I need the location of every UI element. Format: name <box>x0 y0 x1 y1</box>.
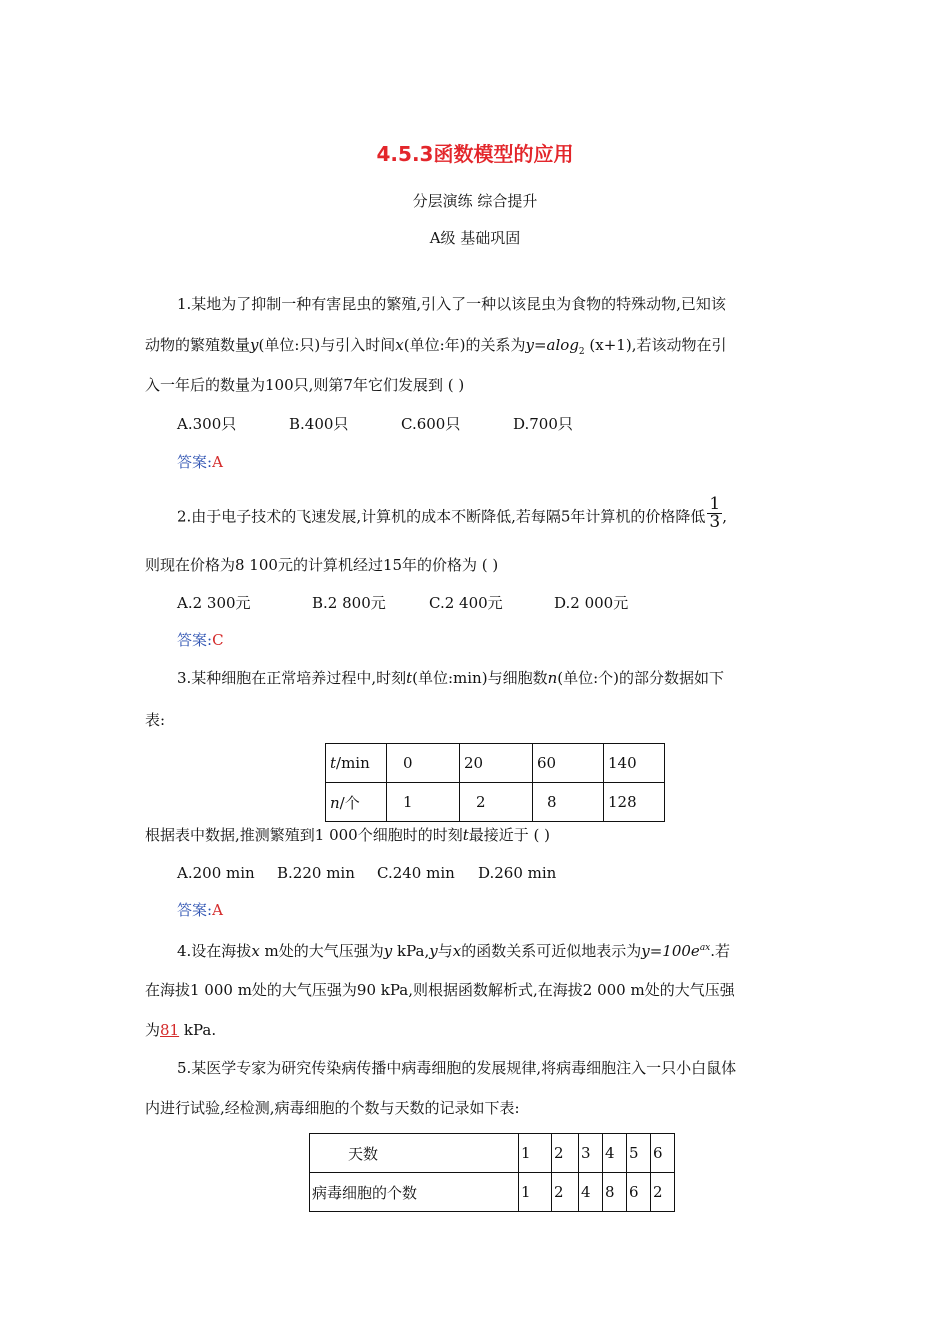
q2-option-c: C.2 400元 <box>429 594 503 612</box>
table-header-cell: t/min <box>326 744 387 783</box>
q4-formula: y=100e <box>641 942 700 960</box>
table-cell: 2 <box>651 1173 675 1212</box>
q4-answer: 81 <box>160 1021 180 1039</box>
section-subtitle: 分层演练 综合提升 <box>412 192 538 210</box>
q3-option-d: D.260 min <box>478 864 557 882</box>
q1-line2: 动物的繁殖数量y(单位:只)与引入时间x(单位:年)的关系为y=alog$_2$ (x+1),若该动物在引 <box>145 336 727 357</box>
table-cell: 1 <box>519 1134 552 1173</box>
table-cell: 2 <box>460 783 533 822</box>
q1-option-c: C.600只 <box>401 415 461 433</box>
table-cell: 8 <box>603 1173 627 1212</box>
q1-formula: y=alog <box>525 336 579 354</box>
table-row <box>310 1173 675 1212</box>
q1-options <box>177 414 573 434</box>
q2-line1: 2.由于电子技术的飞速发展,计算机的成本不断降低,若每隔5年计算机的价格降低 $\frac{1}{3}$ , <box>177 494 728 532</box>
q2-option-a: A.2 300元 <box>177 594 251 612</box>
table-cell: 8 <box>533 783 604 822</box>
q3-option-b: B.220 min <box>277 864 355 882</box>
q5-line1: 5.某医学专家为研究传染病传播中病毒细胞的发展规律,将病毒细胞注入一只小白鼠体 <box>177 1059 737 1077</box>
table-header-cell: n/个 <box>326 783 387 822</box>
table-cell: 128 <box>604 783 665 822</box>
q2-option-d: D.2 000元 <box>554 594 629 612</box>
q4-line1: 4.设在海拔x m处的大气压强为y kPa,y与x的函数关系可近似地表示为$y=100e^{ax}$.若 <box>177 942 731 960</box>
table-cell: 6 <box>627 1173 651 1212</box>
q1-option-d: D.700只 <box>513 415 573 433</box>
q3-line1: 3.某种细胞在正常培养过程中,时刻t(单位:min)与细胞数n(单位:个)的部分数据如下 <box>177 669 725 687</box>
table-cell: 1 <box>387 783 460 822</box>
table-cell: 2 <box>552 1134 579 1173</box>
q3-data-table <box>325 743 665 822</box>
q1-option-b: B.400只 <box>289 415 349 433</box>
q1-option-a: A.300只 <box>177 415 237 433</box>
q2-options <box>177 593 628 613</box>
table-cell: 2 <box>552 1173 579 1212</box>
level-heading: A级 基础巩固 <box>429 229 521 247</box>
table-cell: 3 <box>579 1134 603 1173</box>
q3-answer: 答案:A <box>177 901 223 919</box>
table-cell: 20 <box>460 744 533 783</box>
table-row <box>310 1134 675 1173</box>
q3-option-c: C.240 min <box>377 864 455 882</box>
table-cell: 5 <box>627 1134 651 1173</box>
table-cell: 0 <box>387 744 460 783</box>
table-cell: 6 <box>651 1134 675 1173</box>
table-header-cell: 病毒细胞的个数 <box>310 1173 519 1212</box>
q3-options <box>177 863 556 883</box>
page-title: 4.5.3函数模型的应用 <box>376 142 574 166</box>
q5-line2: 内进行试验,经检测,病毒细胞的个数与天数的记录如下表: <box>145 1099 520 1117</box>
q3-option-a: A.200 min <box>177 864 255 882</box>
q2-option-b: B.2 800元 <box>312 594 386 612</box>
q2-answer: 答案:C <box>177 631 224 649</box>
table-row <box>326 744 665 783</box>
table-row <box>326 783 665 822</box>
q2-fraction: $\frac{1}{3}$ <box>709 494 721 532</box>
table-cell: 4 <box>603 1134 627 1173</box>
q3-line3: 根据表中数据,推测繁殖到1 000个细胞时的时刻t最接近于 ( ) <box>145 826 550 844</box>
table-cell: 140 <box>604 744 665 783</box>
q3-line2: 表: <box>145 711 166 729</box>
q2-line2: 则现在价格为8 100元的计算机经过15年的价格为 ( ) <box>145 556 499 574</box>
table-cell: 60 <box>533 744 604 783</box>
q5-data-table <box>309 1133 675 1212</box>
q1-line1: 1.某地为了抑制一种有害昆虫的繁殖,引入了一种以该昆虫为食物的特殊动物,已知该 <box>177 295 726 313</box>
q1-line3: 入一年后的数量为100只,则第7年它们发展到 ( ) <box>145 376 465 394</box>
q4-line2: 在海拔1 000 m处的大气压强为90 kPa,则根据函数解析式,在海拔2 000 m处的大气压强 <box>145 981 735 999</box>
table-header-cell: 天数 <box>310 1134 519 1173</box>
table-cell: 4 <box>579 1173 603 1212</box>
table-cell: 1 <box>519 1173 552 1212</box>
q4-line3: 为81 kPa. <box>145 1021 217 1039</box>
q1-answer: 答案:A <box>177 453 223 471</box>
